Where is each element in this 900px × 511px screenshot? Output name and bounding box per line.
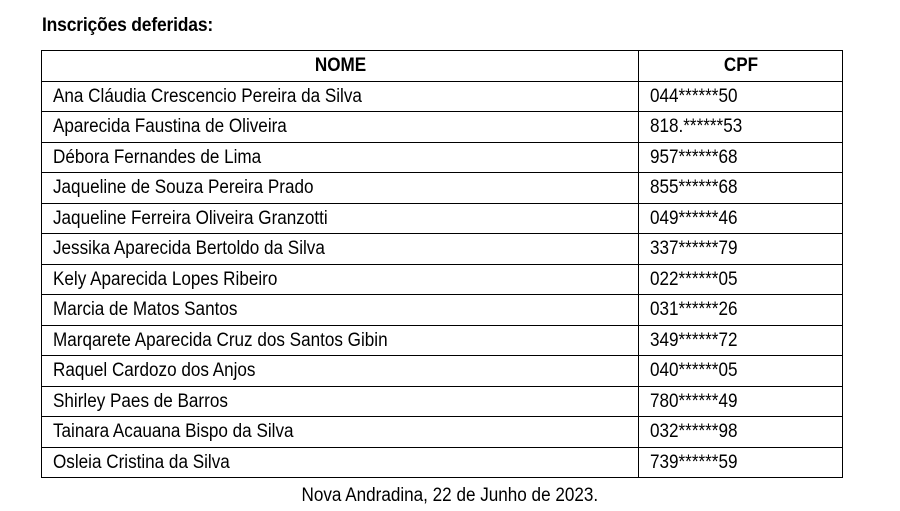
approved-registrations-table bbox=[41, 50, 843, 478]
table-row bbox=[42, 325, 843, 356]
cpf-text: 044******50 bbox=[650, 85, 738, 107]
name-text: Marqarete Aparecida Cruz dos Santos Gibin bbox=[53, 329, 388, 351]
footer-date-line bbox=[0, 485, 900, 507]
cpf-cell bbox=[639, 356, 843, 387]
cpf-cell bbox=[639, 264, 843, 295]
table-row bbox=[42, 234, 843, 265]
table-header-row bbox=[42, 51, 843, 82]
name-cell bbox=[42, 234, 639, 265]
cpf-text: 739******59 bbox=[650, 451, 738, 473]
table-row bbox=[42, 112, 843, 143]
table-row bbox=[42, 142, 843, 173]
name-text: Osleia Cristina da Silva bbox=[53, 451, 230, 473]
cpf-cell bbox=[639, 234, 843, 265]
name-text: Jessika Aparecida Bertoldo da Silva bbox=[53, 238, 325, 260]
name-cell bbox=[42, 417, 639, 448]
name-cell bbox=[42, 264, 639, 295]
table-row bbox=[42, 264, 843, 295]
column-header-name bbox=[42, 51, 639, 82]
section-heading: Inscrições deferidas: bbox=[42, 15, 214, 36]
name-cell bbox=[42, 447, 639, 478]
cpf-text: 957******68 bbox=[650, 146, 738, 168]
cpf-text: 855******68 bbox=[650, 177, 738, 199]
table-row bbox=[42, 81, 843, 112]
cpf-cell bbox=[639, 447, 843, 478]
table-row bbox=[42, 173, 843, 204]
cpf-text: 780******49 bbox=[650, 390, 738, 412]
cpf-cell bbox=[639, 386, 843, 417]
name-text: Raquel Cardozo dos Anjos bbox=[53, 360, 256, 382]
cpf-text: 022******05 bbox=[650, 268, 738, 290]
table-row bbox=[42, 447, 843, 478]
name-text: Jaqueline de Souza Pereira Prado bbox=[53, 177, 314, 199]
name-text: Aparecida Faustina de Oliveira bbox=[53, 116, 287, 138]
name-cell bbox=[42, 386, 639, 417]
footer-text: Nova Andradina, 22 de Junho de 2023. bbox=[301, 485, 599, 506]
cpf-text: 349******72 bbox=[650, 329, 738, 351]
cpf-cell bbox=[639, 142, 843, 173]
table-row bbox=[42, 417, 843, 448]
name-text: Jaqueline Ferreira Oliveira Granzotti bbox=[53, 207, 328, 229]
cpf-text: 818.******53 bbox=[650, 116, 743, 138]
name-text: Marcia de Matos Santos bbox=[53, 299, 238, 321]
name-cell bbox=[42, 173, 639, 204]
cpf-cell bbox=[639, 81, 843, 112]
table-row bbox=[42, 295, 843, 326]
table-row bbox=[42, 356, 843, 387]
name-cell bbox=[42, 142, 639, 173]
name-cell bbox=[42, 295, 639, 326]
cpf-cell bbox=[639, 112, 843, 143]
name-cell bbox=[42, 203, 639, 234]
column-header-name-label: NOME bbox=[314, 55, 366, 77]
cpf-text: 049******46 bbox=[650, 207, 738, 229]
name-text: Ana Cláudia Crescencio Pereira da Silva bbox=[53, 85, 362, 107]
cpf-cell bbox=[639, 417, 843, 448]
cpf-text: 040******05 bbox=[650, 360, 738, 382]
name-text: Tainara Acauana Bispo da Silva bbox=[53, 421, 294, 443]
column-header-cpf-label: CPF bbox=[723, 55, 758, 77]
column-header-cpf bbox=[639, 51, 843, 82]
name-cell bbox=[42, 81, 639, 112]
name-cell bbox=[42, 325, 639, 356]
cpf-text: 031******26 bbox=[650, 299, 738, 321]
name-cell bbox=[42, 356, 639, 387]
cpf-cell bbox=[639, 325, 843, 356]
cpf-text: 337******79 bbox=[650, 238, 738, 260]
name-cell bbox=[42, 112, 639, 143]
name-text: Kely Aparecida Lopes Ribeiro bbox=[53, 268, 278, 290]
cpf-cell bbox=[639, 173, 843, 204]
table-row bbox=[42, 203, 843, 234]
name-text: Débora Fernandes de Lima bbox=[53, 146, 262, 168]
name-text: Shirley Paes de Barros bbox=[53, 390, 228, 412]
cpf-cell bbox=[639, 295, 843, 326]
cpf-text: 032******98 bbox=[650, 421, 738, 443]
cpf-cell bbox=[639, 203, 843, 234]
table-row bbox=[42, 386, 843, 417]
